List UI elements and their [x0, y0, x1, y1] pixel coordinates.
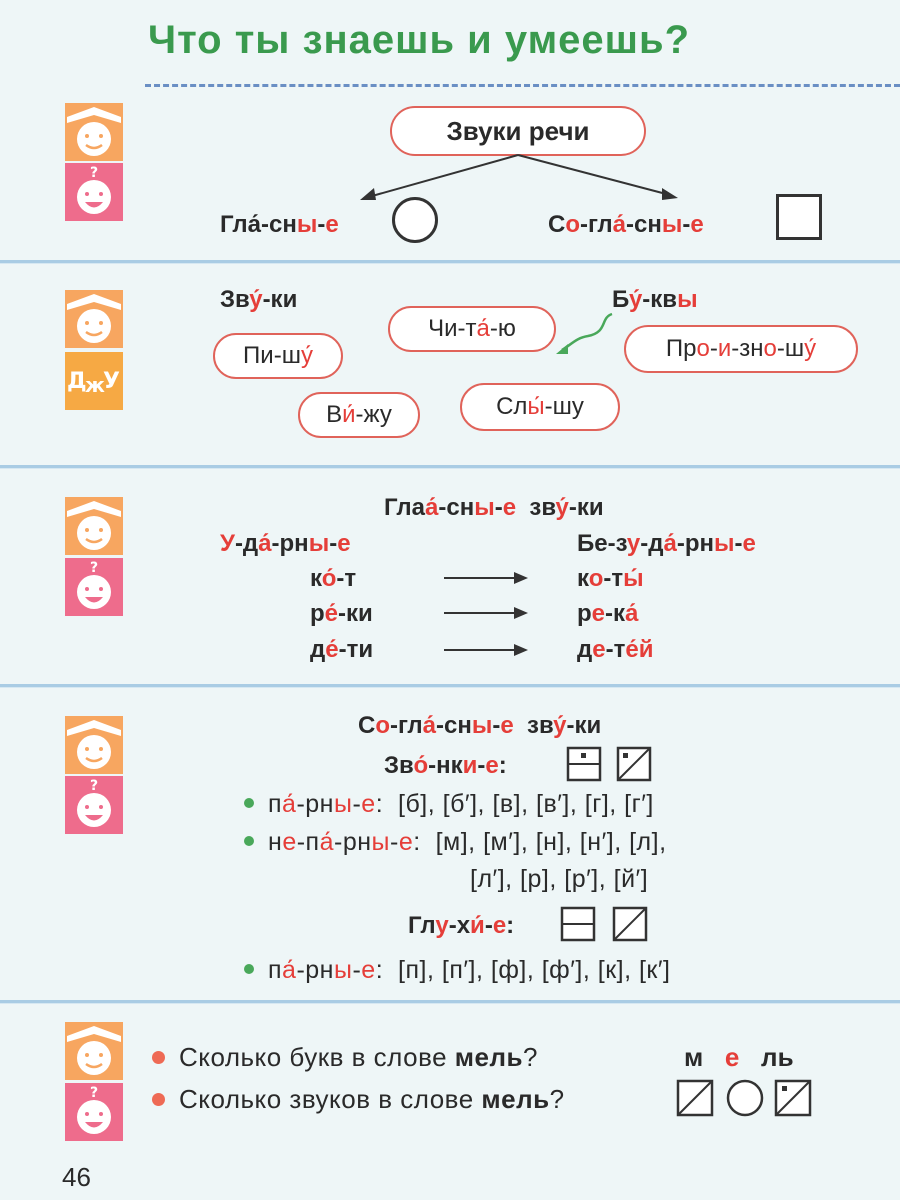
unstressed-label: Бе-зу-да́-рны-е	[577, 530, 756, 557]
question-child-icon	[65, 1083, 123, 1141]
voiceless-symbols-icon	[560, 906, 652, 942]
svg-text:ж: ж	[85, 373, 105, 397]
consonants-label: Со-гла́-сны-е	[548, 211, 704, 238]
bullet-icon	[152, 1093, 165, 1106]
vowel-circle-icon	[392, 197, 438, 243]
sounds-label: Зву́-ки	[220, 286, 298, 313]
bullet-icon	[244, 836, 254, 846]
svg-text:У: У	[103, 369, 120, 394]
letters-label: Бу́-квы	[612, 286, 698, 313]
voiced-unpaired-line-2: [л′], [р], [р′], [й′]	[470, 865, 649, 893]
section-divider	[0, 465, 900, 469]
section-divider	[0, 684, 900, 688]
vowel-sounds-heading: Глаа́-сны-е зву́-ки	[384, 494, 604, 521]
page-title: Что ты знаешь и умеешь?	[148, 18, 691, 62]
svg-text:?: ?	[90, 778, 99, 794]
reading-child-icon	[65, 290, 123, 348]
word-pill-chitayu: Чи-т а́ -ю	[388, 306, 556, 352]
svg-text:Д: Д	[67, 369, 87, 394]
question-child-icon	[65, 558, 123, 616]
question-child-icon	[65, 776, 123, 834]
reading-child-icon	[65, 716, 123, 774]
section-divider	[0, 260, 900, 264]
mel-sound-scheme-icon	[676, 1078, 816, 1118]
arrow-right-icon	[444, 568, 530, 588]
consonant-sounds-heading: Со-гла́-сны-е зву́-ки	[358, 712, 602, 739]
consonant-square-icon	[776, 194, 822, 240]
word-pill-pishu: Пи-ш у́	[213, 333, 343, 379]
word-detei: де-те́й	[577, 636, 654, 663]
word-kot: ко́-т	[310, 565, 357, 592]
question-letters: Сколько букв в слове мель?	[152, 1042, 538, 1073]
reading-child-icon	[65, 103, 123, 161]
voiced-paired-line: па́-рны-е: [б], [б′], [в], [в′], [г], [г′]	[244, 790, 654, 819]
word-pill-proiznoshu: Пр о - и -зн о -ш у́	[624, 325, 858, 373]
svg-text:?: ?	[90, 1085, 99, 1101]
voiced-symbols-icon	[566, 746, 656, 782]
title-divider	[145, 84, 900, 87]
voiced-unpaired-line: не-па́-рны-е: [м], [м′], [н], [н′], [л],	[244, 828, 667, 857]
word-reka: ре-ка́	[577, 600, 639, 627]
stressed-label: У-да́-рны-е	[220, 530, 351, 557]
speech-sounds-box: Звуки речи	[390, 106, 646, 156]
page-number: 46	[62, 1162, 91, 1192]
word-pill-vizhu: В и́ -жу	[298, 392, 420, 438]
word-pill-slyshu: Сл ы́ -шу	[460, 383, 620, 431]
word-reki: ре́-ки	[310, 600, 373, 627]
bullet-icon	[152, 1051, 165, 1064]
question-child-icon	[65, 163, 123, 221]
green-arrow-icon	[550, 310, 620, 360]
reading-child-icon	[65, 1022, 123, 1080]
abc-letters-icon	[65, 352, 123, 410]
vowels-label: Гла-сны-е	[220, 211, 339, 238]
bullet-icon	[244, 798, 254, 808]
mel-letters: м е ль	[684, 1042, 794, 1072]
arrow-right-icon	[444, 640, 530, 660]
voiceless-label: Глу-хи́-е:	[408, 912, 515, 939]
bullet-icon	[244, 964, 254, 974]
voiceless-paired-line: па́-рны-е: [п], [п′], [ф], [ф′], [к], [к′]	[244, 956, 671, 985]
question-sounds: Сколько звуков в слове мель?	[152, 1084, 565, 1115]
arrow-right-icon	[444, 603, 530, 623]
word-deti: де́-ти	[310, 636, 374, 663]
reading-child-icon	[65, 497, 123, 555]
section-divider	[0, 1000, 900, 1004]
word-koty: ко-ты́	[577, 565, 644, 592]
voiced-label: Зво́-нки-е:	[384, 752, 507, 779]
svg-text:?: ?	[90, 560, 99, 576]
svg-text:?: ?	[90, 165, 99, 181]
